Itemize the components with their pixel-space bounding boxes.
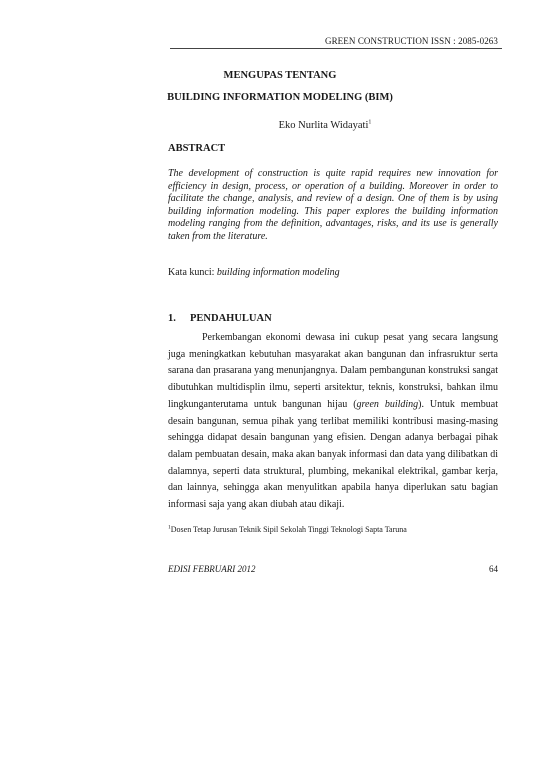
header-rule (170, 48, 502, 49)
title-line-1: MENGUPAS TENTANG (223, 70, 337, 81)
body-text-part-2: ). Untuk membuat desain bangunan, semua pihak yang terlibat memiliki kontribusi masing-masing sehingga didapat desain bangunan yang efisien. Dengan adanya berbagai pihak dalam pembuatan desain, maka akan banyak informasi dan data yang dilibatkan di dalamnya, seperti data struktural, plumbing, mekanikal elektrikal, gambar kerja, dan lainnya, sehingga akan menyulitkan apabila hanya diperlukan satu bagian informasi saja yang akan diubah atau dikaji. (168, 398, 498, 511)
footnote-text: Dosen Tetap Jurusan Teknik Sipil Sekolah Tinggi Teknologi Sapta Taruna (170, 525, 407, 534)
title-line-2: BUILDING INFORMATION MODELING (BIM) (167, 92, 393, 103)
keywords-value: building information modeling (216, 267, 340, 278)
footnote-mark: 1 (168, 524, 171, 531)
keywords-label: Kata kunci: (168, 267, 217, 278)
keywords (168, 267, 498, 278)
section-title: PENDAHULUAN (190, 313, 272, 324)
section-heading (168, 313, 272, 324)
author-line (0, 120, 550, 131)
page-number: 64 (489, 564, 498, 574)
abstract-text: The development of construction is quite rapid requires new innovation for efficiency in design, process, or operation of a building. Moreover in order to facilitate the change, analysis, and review of a design. One of them is by using building information modeling. This paper explores the building information modeling ranging from the definition, advantages, risks, and its use is generally taken from the literature. (168, 168, 498, 242)
body-text-part-1: Perkembangan ekonomi dewasa ini cukup pesat yang secara langsung juga meningkatkan kebutuhan masyarakat akan bangunan dan infrasruktur serta sarana dan prasarana yang menunjangnya. Dalam pembangunan konstruksi sangat dibutuhkan multidisplin ilmu, seperti arsitektur, teknis, konstruksi, bahkan ilmu lingkunganterutama untuk bangunan hijau ( (168, 332, 498, 410)
body-paragraph (168, 330, 498, 514)
author-name: Eko Nurlita Widayati (278, 120, 369, 131)
abstract-heading: ABSTRACT (168, 143, 226, 154)
footnote (168, 525, 508, 534)
footer-edition: EDISI FEBRUARI 2012 (168, 564, 256, 574)
body-text-italic-term: green building (356, 398, 419, 410)
author-footnote-mark: 1 (368, 119, 372, 126)
running-head: GREEN CONSTRUCTION ISSN : 2085-0263 (324, 36, 498, 46)
section-number: 1. (168, 313, 176, 324)
